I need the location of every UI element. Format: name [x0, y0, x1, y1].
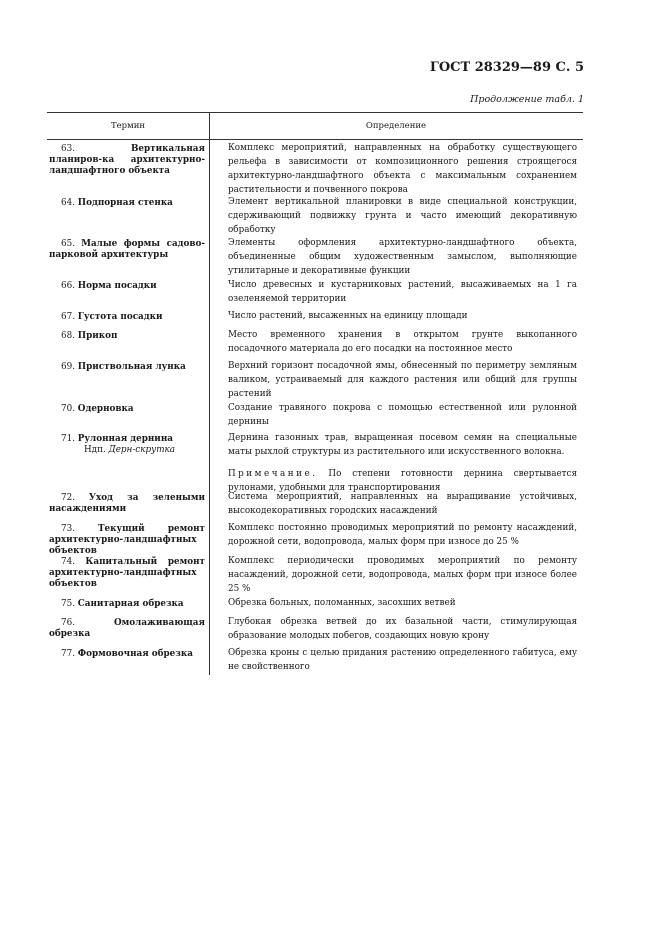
table-row-term: 75. Санитарная обрезка [61, 599, 184, 609]
table-row-term: 64. Подпорная стенка [61, 198, 173, 208]
table-row-definition: Обрезка больных, поломанных, засохших ветвей [228, 598, 456, 608]
table-row-definition: Верхний горизонт посадочной ямы, обнесенный по периметру земляным валиком, устраиваемый для каждого растения или общий для группы растений [228, 361, 577, 399]
table-continuation-label: Продолжение табл. 1 [470, 94, 584, 105]
table-row-definition: Обрезка кроны с целью придания растению определенного габитуса, ему не свойственного [228, 648, 577, 672]
table-row-term: 72. Уход за зелеными насаждениями [49, 493, 205, 515]
table-row-term: 63. Вертикальная планиров-ка архитектурно-ландшафтного объекта [49, 144, 205, 177]
table-row-term: 76. Омолаживающая обрезка [49, 618, 205, 640]
table-row-term: 66. Норма посадки [61, 281, 157, 291]
table-row-definition: Число растений, высаженных на единицу площади [228, 311, 468, 321]
column-header-term: Термин [110, 121, 146, 131]
deprecated-term: Ндп. Дерн-скрутка [84, 445, 176, 456]
table-row-definition: Создание травяного покрова с помощью естественной или рулонной дернины [228, 403, 577, 427]
table-row-definition: Комплекс постоянно проводимых мероприятий по ремонту насаждений, дорожной сети, водопровода, малых форм при износе до 25 % [228, 523, 577, 547]
table-row-term: 70. Одерновка [61, 404, 134, 414]
table-row-term: 74. Капитальный ремонт архитектурно-ландшафтных объектов [49, 557, 205, 590]
row-note: Примечание. По степени готовности дернина свертывается рулонами, удобными для транспортирования [228, 468, 578, 493]
table-row-term: 73. Текущий ремонт архитектурно-ландшафтных объектов [49, 524, 206, 557]
table-header-rule [47, 139, 583, 140]
table-row-term: 71. Рулонная дернина Ндп. Дерн-скрутка [49, 434, 205, 456]
column-header-definition: Определение [365, 121, 427, 131]
table-row-definition: Элемент вертикальной планировки в виде специальной конструкции, сдерживающий подвижку грунта и часто имеющий декоративную обработку [228, 197, 577, 235]
table-row-definition: Элементы оформления архитектурно-ландшафтного объекта, объединенные общим художественным замыслом, выполняющие утилитарные и декоративные функции [228, 238, 577, 276]
table-row-definition: Число древесных и кустарниковых растений, высаживаемых на 1 га озеленяемой территории [228, 280, 577, 304]
table-row-term: 67. Густота посадки [61, 312, 163, 322]
table-row-term: 65. Малые формы садово-парковой архитектуры [49, 239, 206, 261]
table-row-definition: Комплекс периодически проводимых мероприятий по ремонту насаждений, дорожной сети, водопровода, малых форм при износе более 25 % [228, 556, 577, 594]
table-row-term: 69. Приствольная лунка [61, 362, 186, 372]
table-row-definition: Комплекс мероприятий, направленных на обработку существующего рельефа в зависимости от композиционного решения строящегося архитектурно-ландшафтного объекта с максимальным сохранением растительности и почвенного покрова [228, 143, 577, 195]
table-row-term: 77. Формовочная обрезка [61, 649, 193, 659]
table-row-term: 68. Прикоп [61, 331, 118, 341]
table-top-rule [47, 112, 583, 113]
table-row-definition: Дернина газонных трав, выращенная посевом семян на специальные маты рыхлой структуры из растительного или искусственного волокна. Примечание. По степени готовности дернина свертывается рулонами, удобными для транспортирования [228, 432, 577, 496]
table-row-definition: Глубокая обрезка ветвей до их базальной части, стимулирующая образование молодых побегов, создающих новую крону [228, 617, 577, 641]
table-row-definition: Система мероприятий, направленных на выращивание устойчивых, высокодекоративных городских насаждений [228, 492, 577, 516]
table-row-definition: Место временного хранения в открытом грунте выкопанного посадочного материала до его посадки на постоянное место [228, 330, 577, 354]
column-divider [209, 112, 210, 675]
page-header: ГОСТ 28329—89 С. 5 [429, 60, 584, 75]
